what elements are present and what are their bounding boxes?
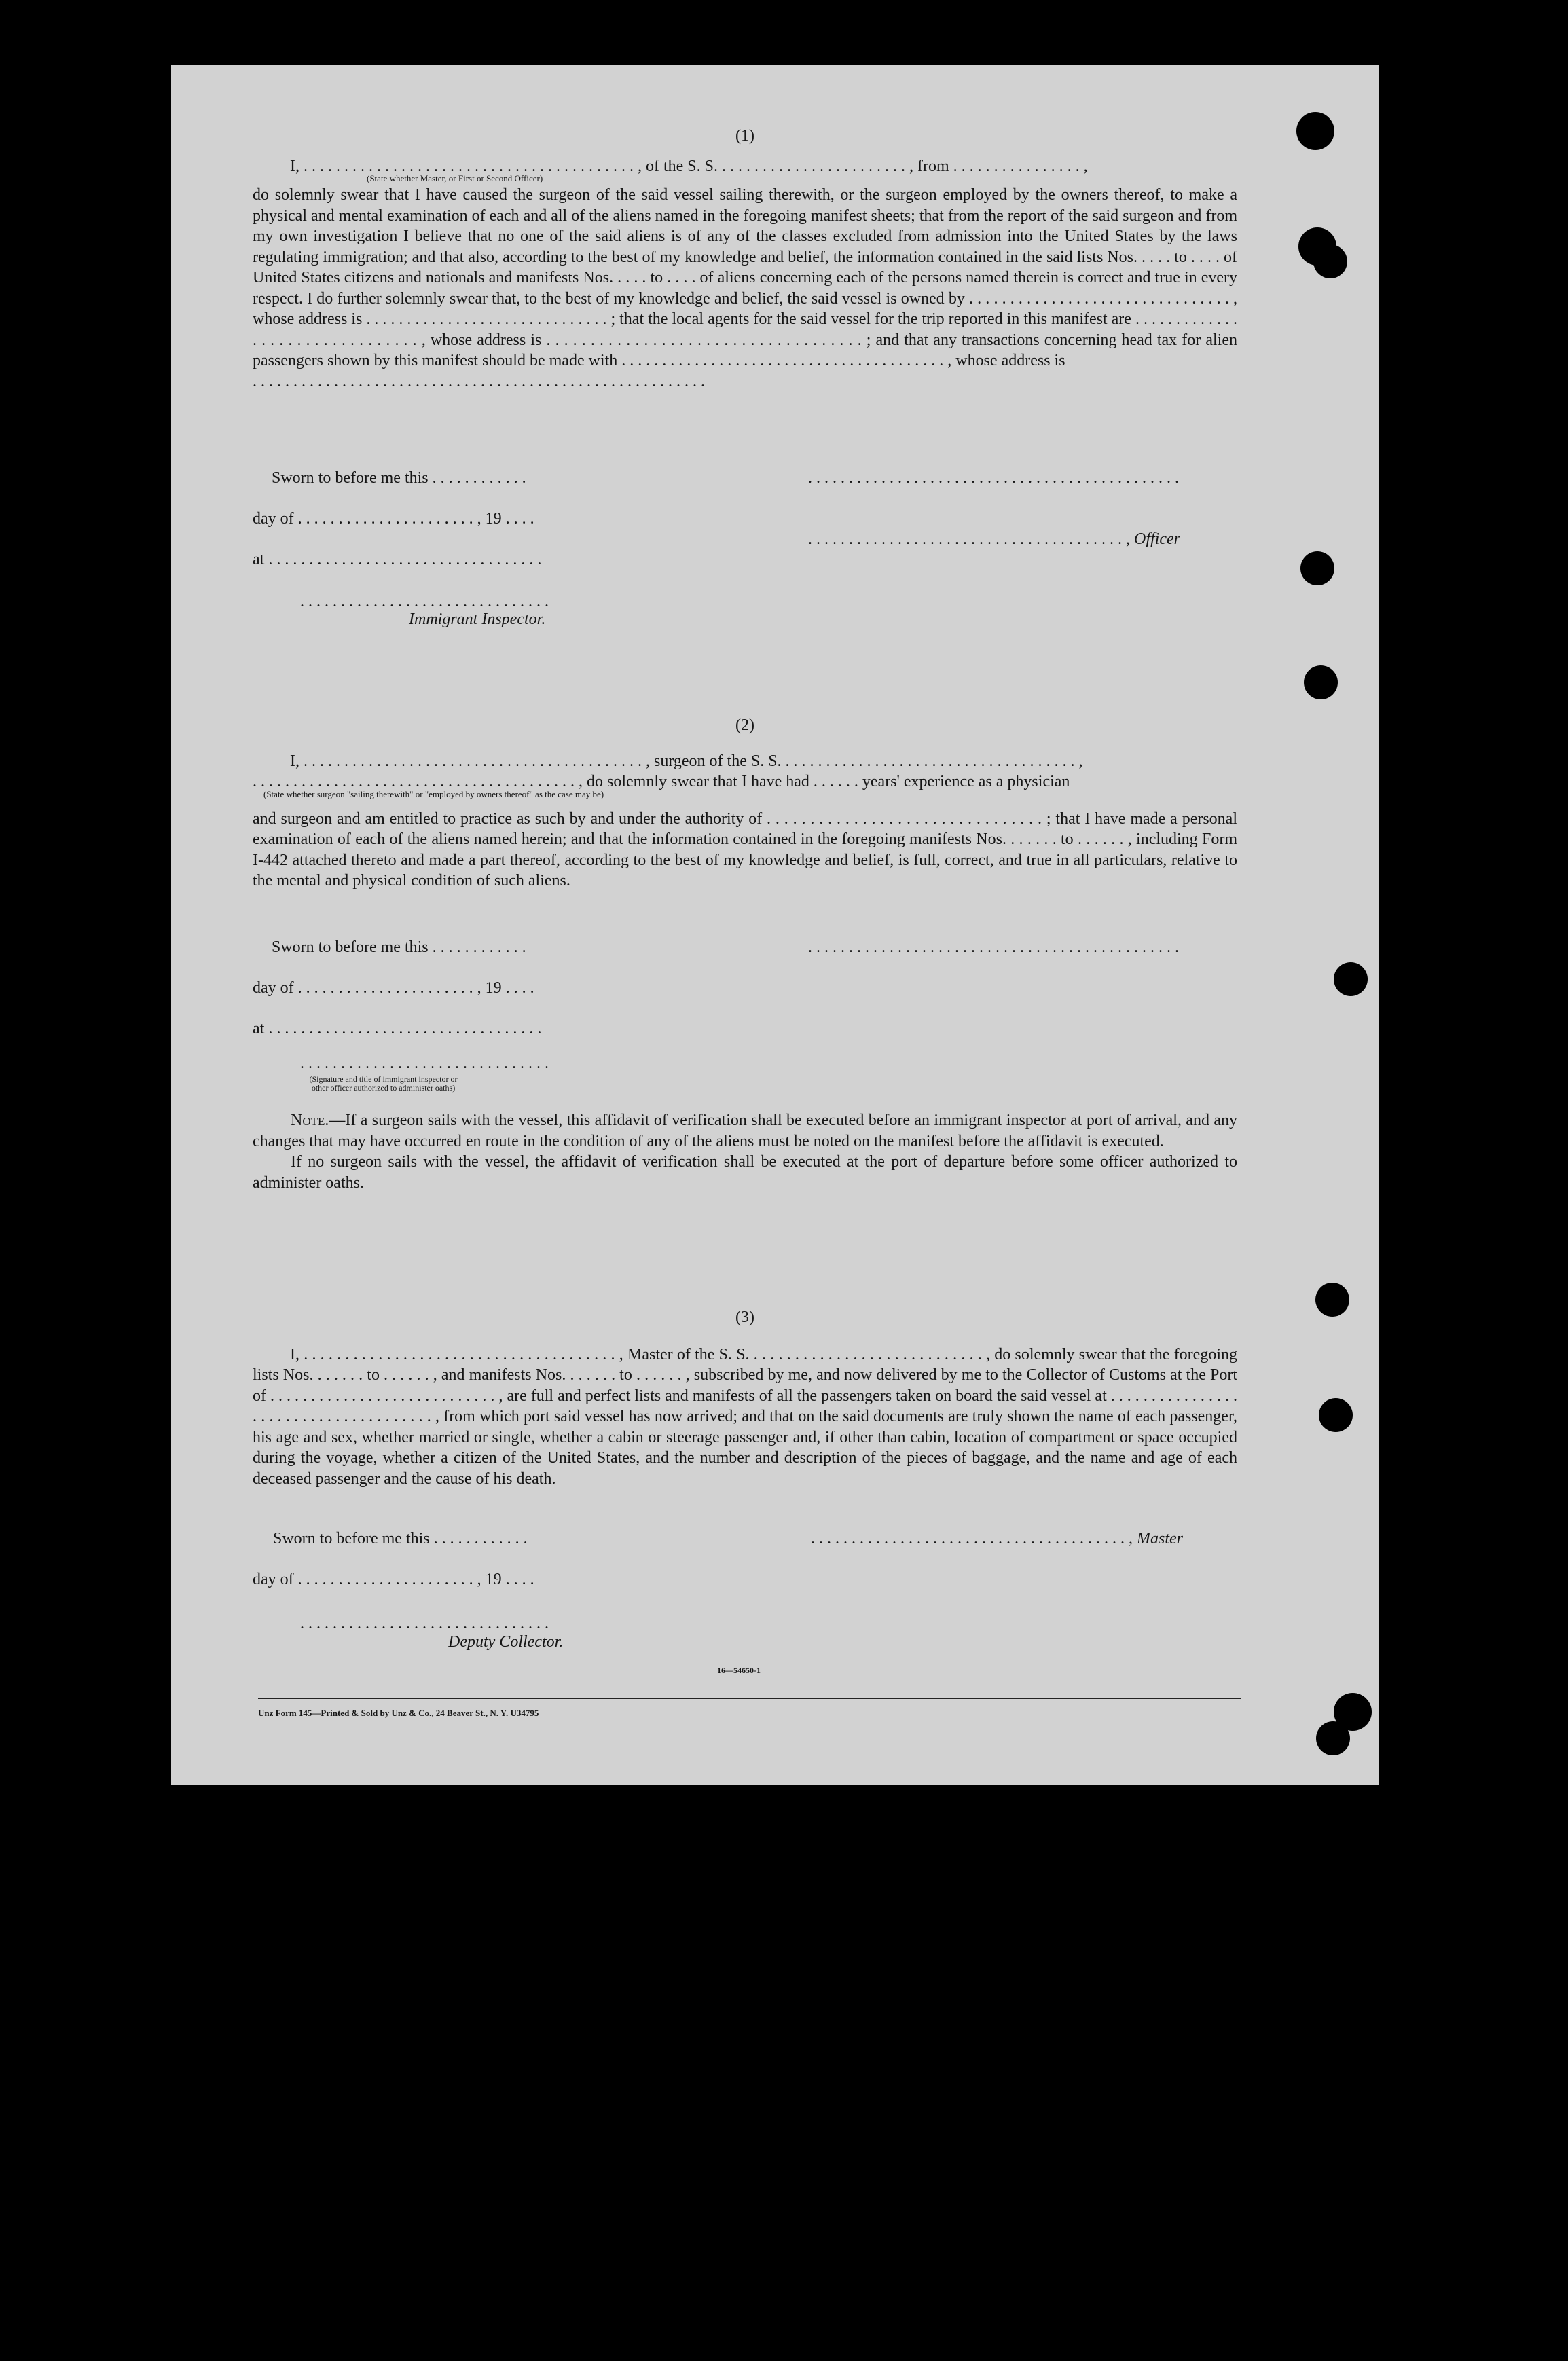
punch-hole <box>1313 244 1347 278</box>
note-label: Note. <box>291 1112 329 1129</box>
form-page <box>171 65 1379 1785</box>
at-line: at . . . . . . . . . . . . . . . . . . . . . . . . . . . . . . . . . . <box>253 551 542 568</box>
officer-dots: . . . . . . . . . . . . . . . . . . . . . . . . . . . . . . . . . . . . . . . , <box>808 530 1130 548</box>
day-line: day of . . . . . . . . . . . . . . . . . . . . . . , 19 . . . . <box>253 1571 534 1588</box>
officer-label: Officer <box>1134 530 1180 548</box>
surgeon-type-caption: (State whether surgeon "sailing therewith" or "employed by owners thereof" as the case may be) <box>263 788 604 799</box>
master-dots: . . . . . . . . . . . . . . . . . . . . . . . . . . . . . . . . . . . . . . . , <box>811 1530 1133 1548</box>
at-line: at . . . . . . . . . . . . . . . . . . . . . . . . . . . . . . . . . . <box>253 1020 542 1038</box>
officer-signature-line <box>808 530 1180 549</box>
authorized-officer-caption <box>300 1075 467 1093</box>
printer-footer: Unz Form 145—Printed & Sold by Unz & Co., 24 Beaver St., N. Y. U34795 <box>258 1708 539 1718</box>
inspector-signature-line: . . . . . . . . . . . . . . . . . . . . . . . . . . . . . . . <box>300 593 549 610</box>
surgeon-oath-second-line: . . . . . . . . . . . . . . . . . . . . . . . . . . . . . . . . . . . . . . . . , do solemnly swear that I have had . . . . . . years' experience as a physician <box>253 773 1070 790</box>
sworn-line: Sworn to before me this . . . . . . . . . . . . <box>272 469 526 487</box>
footer-rule <box>258 1698 1241 1699</box>
affidavit-1 <box>253 126 1237 392</box>
note-paragraph <box>253 1110 1237 1152</box>
punch-hole <box>1316 1721 1350 1755</box>
sworn-line: Sworn to before me this . . . . . . . . . . . . <box>273 1530 528 1548</box>
master-declaration-body: I, . . . . . . . . . . . . . . . . . . . . . . . . . . . . . . . . . . . . . . , Master of the S. S. . . . . . . . . . . . . . . . . . . . . . . . . . . . . , do solemnly swear that the foregoing lists Nos. . . . . . . to . . . . . . , and manifests Nos. . . . . . . to . . . . . . , subscribed by me, and now delivered by me to the Collector of Customs at the Port of . . . . . . . . . . . . . . . . . . . . . . . . . . . . , are full and perfect lists and manifests of all the passengers taken on board the said vessel at . . . . . . . . . . . . . . . . . . . . . . . . . . . . . . . . . . . . . . , from which port said vessel has now arrived; and that on the said documents are truly shown the name of each passenger, his age and sex, whether married or single, whether a cabin or steerage passenger and, if other than cabin, location of compartment or space occupied during the voyage, whether a citizen of the United States, and the number and description of the pieces of baggage, and the name and age of each deceased passenger and the cause of his death. <box>253 1345 1237 1488</box>
punch-hole <box>1296 112 1334 150</box>
surgeon-oath-body: and surgeon and am entitled to practice as such by and under the authority of . . . . . . . . . . . . . . . . . . . . . . . . . . . . . . . . ; that I have made a personal examination of each of the aliens named herein; and that the information contained in the foregoing manifests Nos. . . . . . . to . . . . . . , including Form I-442 attached thereto and made a part thereof, according to the best of my knowledge and belief, is full, correct, and true in all particulars, relative to the mental and physical condition of such aliens. <box>253 809 1237 890</box>
punch-hole <box>1304 665 1338 699</box>
authorized-officer-signature-line: . . . . . . . . . . . . . . . . . . . . . . . . . . . . . . . <box>300 1055 549 1072</box>
master-label: Master <box>1137 1530 1183 1548</box>
master-signature-line <box>811 1530 1183 1548</box>
caption-line-1: (Signature and title of immigrant inspector or <box>309 1074 458 1084</box>
form-number: 16—54650-1 <box>717 1666 761 1675</box>
section-2-heading: (2) <box>735 716 754 734</box>
note-text: —If a surgeon sails with the vessel, this affidavit of verification shall be executed before an immigrant inspector at port of arrival, and any changes that may have occurred en route in the condition of any of the aliens must be noted on the manifest before the affidavit is executed. <box>253 1112 1237 1150</box>
address-line: . . . . . . . . . . . . . . . . . . . . . . . . . . . . . . . . . . . . . . . . . . . . . . . . . . . . . . . . <box>253 372 705 390</box>
caption-line-2: other officer authorized to administer oaths) <box>311 1083 456 1093</box>
day-line: day of . . . . . . . . . . . . . . . . . . . . . . , 19 . . . . <box>253 979 534 997</box>
punch-hole <box>1319 1398 1353 1432</box>
sworn-line: Sworn to before me this . . . . . . . . . . . . <box>272 938 526 956</box>
day-line: day of . . . . . . . . . . . . . . . . . . . . . . , 19 . . . . <box>253 510 534 528</box>
section-3-heading: (3) <box>735 1308 754 1326</box>
surgeon-oath-first-line: I, . . . . . . . . . . . . . . . . . . . . . . . . . . . . . . . . . . . . . . . . . . , surgeon of the S. S. . . . . . . . . . . . . . . . . . . . . . . . . . . . . . . . . . . . . , <box>290 752 1083 770</box>
punch-hole <box>1315 1283 1349 1317</box>
master-oath-first-line: I, . . . . . . . . . . . . . . . . . . . . . . . . . . . . . . . . . . . . . . . . . , of the S. S. . . . . . . . . . . . . . . . . . . . . . . . , from . . . . . . . . . . . . . . . . , <box>290 157 1088 175</box>
deputy-collector-label: Deputy Collector. <box>448 1633 564 1651</box>
punch-hole <box>1300 551 1334 585</box>
affidavit-3 <box>253 1307 1237 1489</box>
note-paragraph-2: If no surgeon sails with the vessel, the affidavit of verification shall be executed at the port of departure before some officer authorized to administer oaths. <box>253 1153 1237 1192</box>
deputy-collector-signature-line: . . . . . . . . . . . . . . . . . . . . . . . . . . . . . . . <box>300 1615 549 1632</box>
immigrant-inspector-label: Immigrant Inspector. <box>409 610 546 628</box>
master-oath-body: do solemnly swear that I have caused the surgeon of the said vessel sailing therewith, or the surgeon employed by the owners thereof, to make a physical and mental examination of each and all of the aliens named in the foregoing manifest sheets; that from the report of the said surgeon and from my own investigation I believe that no one of the said aliens is of any of the classes excluded from admission into the United States by the laws regulating immigration; and that also, according to the best of my knowledge and belief, the information contained in the said lists Nos. . . . . to . . . . of United States citizens and nationals and manifests Nos. . . . . to . . . . of aliens concerning each of the persons named therein is correct and true in every respect. I do further solemnly swear that, to the best of my knowledge and belief, the said vessel is owned by . . . . . . . . . . . . . . . . . . . . . . . . . . . . . . . . , whose address is . . . . . . . . . . . . . . . . . . . . . . . . . . . . . . ; that the local agents for the said vessel for the trip reported in this manifest are . . . . . . . . . . . . . . . . . . . . . . . . . . . . . . . . , whose address is . . . . . . . . . . . . . . . . . . . . . . . . . . . . . . . . . . . . ; and that any transactions concerning head tax for alien passengers shown by this manifest should be made with . . . . . . . . . . . . . . . . . . . . . . . . . . . . . . . . . . . . . . . . , whose address is <box>253 186 1237 369</box>
note-block <box>253 1110 1237 1193</box>
signature-line: . . . . . . . . . . . . . . . . . . . . . . . . . . . . . . . . . . . . . . . . . . . . . . <box>808 469 1179 487</box>
affidavit-2 <box>253 715 1237 892</box>
signature-line: . . . . . . . . . . . . . . . . . . . . . . . . . . . . . . . . . . . . . . . . . . . . . . <box>808 938 1179 956</box>
section-1-heading: (1) <box>735 127 754 145</box>
officer-rank-caption: (State whether Master, or First or Second Officer) <box>367 173 543 183</box>
punch-hole <box>1334 962 1368 996</box>
punch-hole <box>1316 1830 1350 1864</box>
